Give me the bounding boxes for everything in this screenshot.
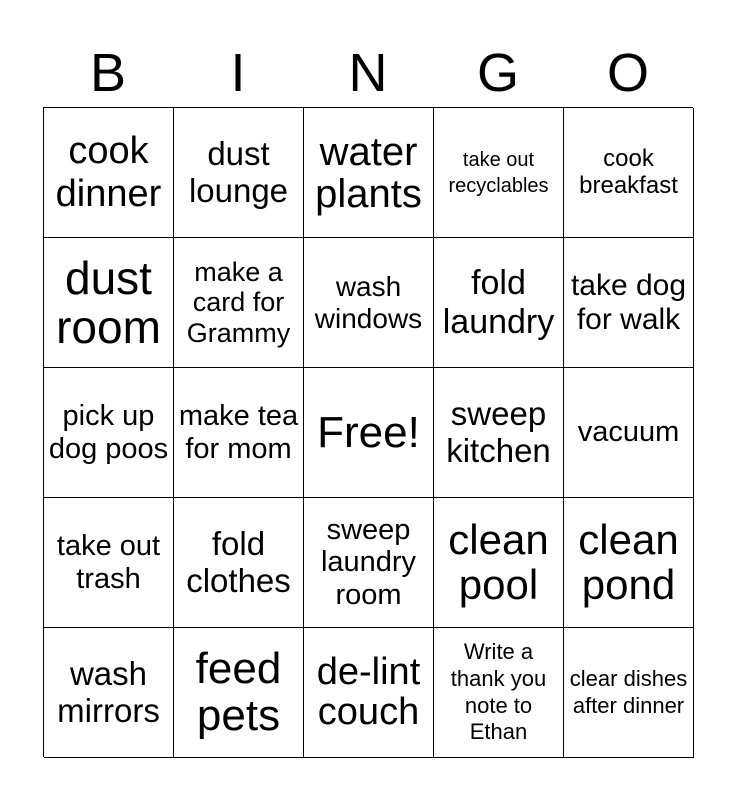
cell-text: make a card for Grammy (186, 257, 291, 348)
cell-text: fold clothes (186, 524, 291, 599)
bingo-cell[interactable] (434, 628, 564, 758)
cell-text: clear dishes after dinner (569, 665, 688, 718)
header-letter-g: G (476, 43, 519, 103)
cell-text: clean pool (448, 516, 549, 608)
bingo-cell[interactable] (44, 628, 174, 758)
bingo-cell[interactable] (564, 498, 694, 628)
bingo-cell[interactable] (44, 108, 174, 238)
cell-text: Free! (317, 407, 420, 457)
cell-text: take out trash (56, 530, 161, 595)
cell-text: Write a thank you note to Ethan (450, 638, 547, 745)
bingo-cell[interactable] (564, 628, 694, 758)
bingo-cell[interactable] (434, 368, 564, 498)
bingo-board (43, 107, 693, 757)
bingo-cell[interactable] (44, 368, 174, 498)
cell-text: dust room (56, 252, 161, 353)
bingo-cell[interactable] (304, 628, 434, 758)
cell-text: cook breakfast (579, 144, 678, 199)
cell-text: clean pond (578, 516, 679, 608)
bingo-cell[interactable] (434, 238, 564, 368)
free-space[interactable] (304, 368, 434, 498)
cell-text: pick up dog poos (48, 400, 169, 465)
bingo-cell[interactable] (174, 368, 304, 498)
cell-text: feed pets (195, 644, 282, 740)
cell-text: dust lounge (188, 134, 289, 209)
bingo-cell[interactable] (564, 108, 694, 238)
bingo-cell[interactable] (434, 498, 564, 628)
cell-text: de-lint couch (316, 650, 421, 733)
bingo-cell[interactable] (44, 498, 174, 628)
bingo-cell[interactable] (174, 498, 304, 628)
bingo-cell[interactable] (174, 238, 304, 368)
bingo-header (43, 40, 693, 106)
cell-text: water plants (315, 129, 422, 216)
bingo-cell[interactable] (564, 238, 694, 368)
bingo-cell[interactable] (304, 108, 434, 238)
cell-text: wash mirrors (57, 654, 160, 729)
bingo-cell[interactable] (564, 368, 694, 498)
cell-text: take dog for walk (570, 268, 687, 336)
cell-text: sweep laundry room (320, 513, 417, 611)
header-letter-o: O (606, 43, 649, 103)
header-letter-b: B (89, 43, 127, 103)
header-letter-i: I (230, 43, 246, 103)
cell-text: wash windows (314, 271, 423, 334)
bingo-cell[interactable] (44, 238, 174, 368)
bingo-cell[interactable] (174, 628, 304, 758)
cell-text: cook dinner (55, 129, 162, 215)
cell-text: make tea for mom (178, 400, 299, 465)
cell-text: sweep kitchen (446, 394, 551, 469)
bingo-cell[interactable] (174, 108, 304, 238)
bingo-cell[interactable] (434, 108, 564, 238)
cell-text: vacuum (577, 416, 680, 449)
bingo-cell[interactable] (304, 498, 434, 628)
bingo-cell[interactable] (304, 238, 434, 368)
cell-text: take out recyclables (448, 148, 549, 197)
header-letter-n: N (348, 43, 388, 103)
cell-text: fold laundry (442, 264, 555, 341)
